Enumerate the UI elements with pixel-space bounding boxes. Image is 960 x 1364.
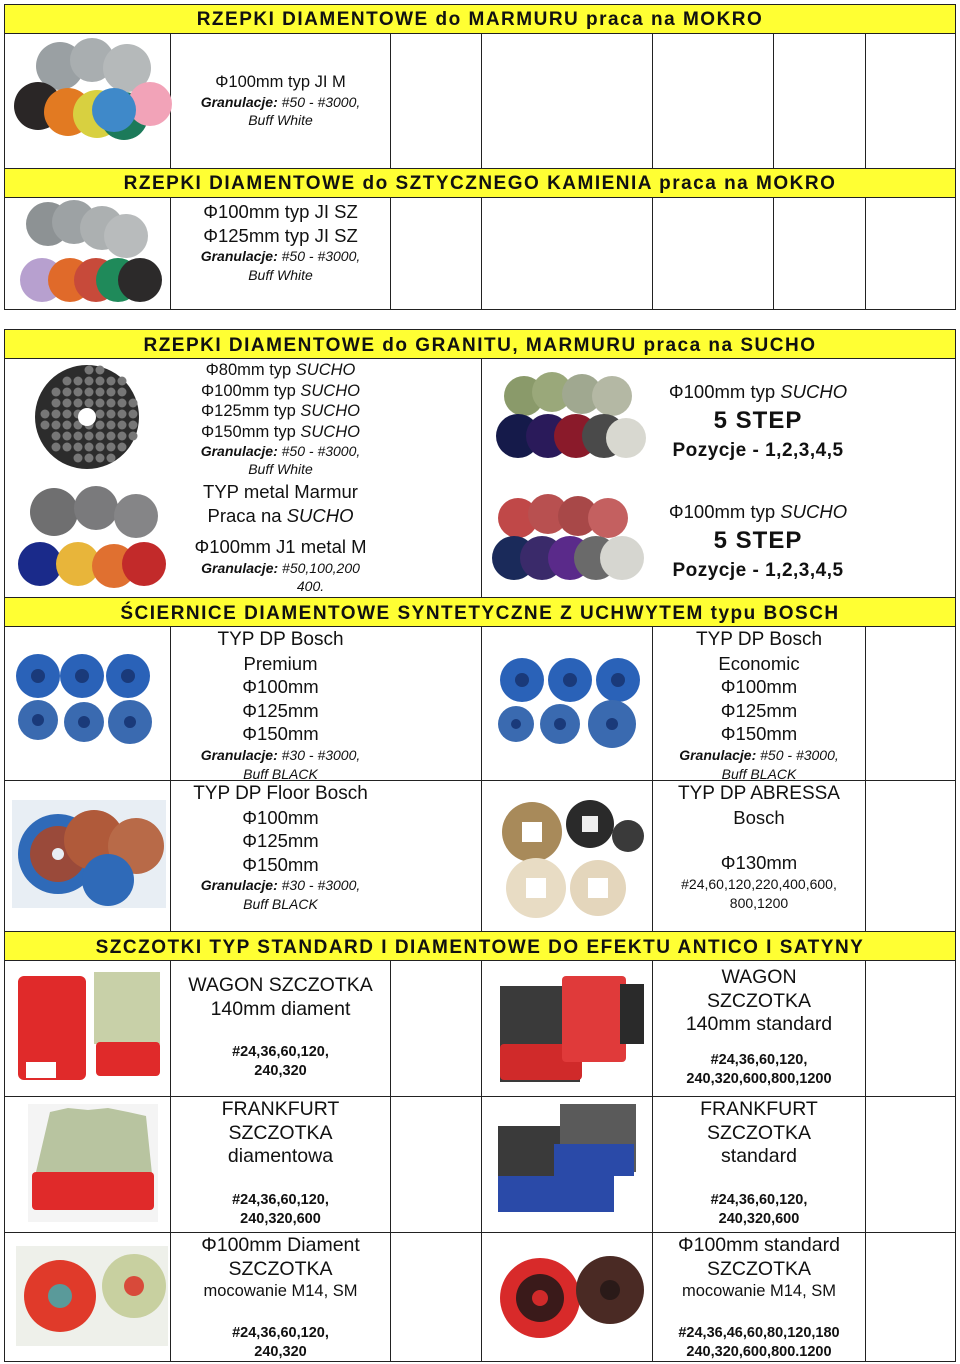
granulation-value: #50 - #3000, — [277, 93, 361, 110]
product-jisz — [171, 200, 390, 284]
frankfurt-diamond-brush-image — [28, 1104, 158, 1222]
abressa-image — [496, 796, 644, 920]
five-step-pads-b-image — [492, 494, 646, 586]
section-header-bosch-wheels: ŚCIERNICE DIAMENTOWE SYNTETYCZNE Z UCHWYTEM typu BOSCH — [4, 597, 956, 627]
product-dp-abressa: TYP DP ABRESSA Bosch Φ130mm #24,60,120,220,400,600, 800,1200 — [678, 783, 840, 911]
product-wagon-diament: WAGON SZCZOTKA 140mm diament #24,36,60,120, 240,320 — [188, 974, 373, 1079]
product-size: Φ100mm typ JI M — [215, 73, 346, 91]
five-step-pads-image — [496, 372, 646, 464]
product-frankfurt-diament: FRANKFURT SZCZOTKA diamentowa #24,36,60,120, 240,320,600 — [221, 1098, 340, 1227]
wagon-diamond-brush-image — [14, 966, 164, 1090]
product-5step-b: Φ100mm typ SUCHO 5 STEP Pozycje - 1,2,3,4,5 — [652, 500, 864, 582]
granulation-value: #50 - #3000, — [277, 248, 361, 264]
product-size: Φ100mm typ JI SZ — [203, 201, 358, 222]
product-wagon-standard: WAGON SZCZOTKA 140mm standard #24,36,60,120, 240,320,600,800,1200 — [685, 966, 833, 1087]
polishing-pads-image — [12, 38, 168, 138]
step-count: 5 STEP — [713, 526, 803, 554]
positions: Pozycje - 1,2,3,4,5 — [672, 439, 844, 461]
polishing-pads-sz-image — [14, 200, 164, 306]
product-size: Φ125mm typ JI SZ — [203, 224, 358, 246]
product-5step-a: Φ100mm typ SUCHO 5 STEP Pozycje - 1,2,3,4,5 — [652, 380, 864, 462]
product-size: Φ100mm J1 metal M — [194, 536, 367, 557]
product-dp-floor-bosch: TYP DP Floor Bosch Φ100mm Φ125mm Φ150mm Granulacje: #30 - #3000, Buff BLACK — [193, 783, 368, 912]
metal-pads-image — [14, 486, 164, 590]
bosch-economic-image — [494, 658, 650, 748]
product-dry-sizes: Φ80mm typ SUCHO Φ100mm typ SUCHO Φ125mm typ SUCHO Φ150mm typ SUCHO Granulacje: #50 - #3000, Buff White — [200, 361, 361, 477]
section-header-marble-wet: RZEPKI DIAMENTOWE do MARMURU praca na MOKRO — [4, 4, 956, 34]
dry-pad-image — [32, 362, 142, 472]
product-metal-marble: TYP metal Marmur Praca na SUCHO Φ100mm J1 metal M Granulacje: #50,100,200 400. — [171, 480, 390, 595]
section-header-granite-dry: RZEPKI DIAMENTOWE do GRANITU, MARMURU praca na SUCHO — [4, 329, 956, 359]
positions: Pozycje - 1,2,3,4,5 — [672, 559, 844, 581]
round-diamond-brush-image — [16, 1246, 168, 1346]
product-round-standard: Φ100mm standard SZCZOTKA mocowanie M14, SM #24,36,46,60,80,120,180 240,320,600,800.1200 — [678, 1234, 840, 1360]
product-frankfurt-standard: FRANKFURT SZCZOTKA standard #24,36,60,120, 240,320,600 — [700, 1098, 818, 1227]
product-round-diament: Φ100mm Diament SZCZOTKA mocowanie M14, SM #24,36,60,120, 240,320 — [201, 1234, 360, 1360]
granulation-label: Granulacje: — [200, 248, 278, 264]
buff-text: Buff White — [248, 111, 313, 128]
round-standard-brush-image — [494, 1244, 648, 1348]
floor-bosch-image — [12, 800, 166, 908]
section-header-brushes: SZCZOTKI TYP STANDARD I DIAMENTOWE DO EFEKTU ANTICO I SATYNY — [4, 931, 956, 961]
product-type: TYP metal Marmur — [203, 481, 358, 502]
product-dp-bosch-premium: TYP DP Bosch Premium Φ100mm Φ125mm Φ150mm Granulacje: #30 - #3000, Buff BLACK — [200, 629, 361, 782]
product-dp-bosch-economic: TYP DP Bosch Economic Φ100mm Φ125mm Φ150mm Granulacje: #50 - #3000, Buff BLACK — [679, 629, 839, 782]
granulation-label: Granulacje: — [200, 93, 278, 110]
frankfurt-standard-brush-image — [494, 1104, 642, 1218]
product-jim — [171, 72, 390, 129]
bosch-premium-image — [12, 652, 164, 744]
section-header-artificial-stone-wet: RZEPKI DIAMENTOWE do SZTYCZNEGO KAMIENIA praca na MOKRO — [4, 168, 956, 198]
step-count: 5 STEP — [713, 406, 803, 434]
wagon-standard-brush-image — [492, 970, 648, 1088]
buff-text: Buff White — [248, 267, 313, 283]
